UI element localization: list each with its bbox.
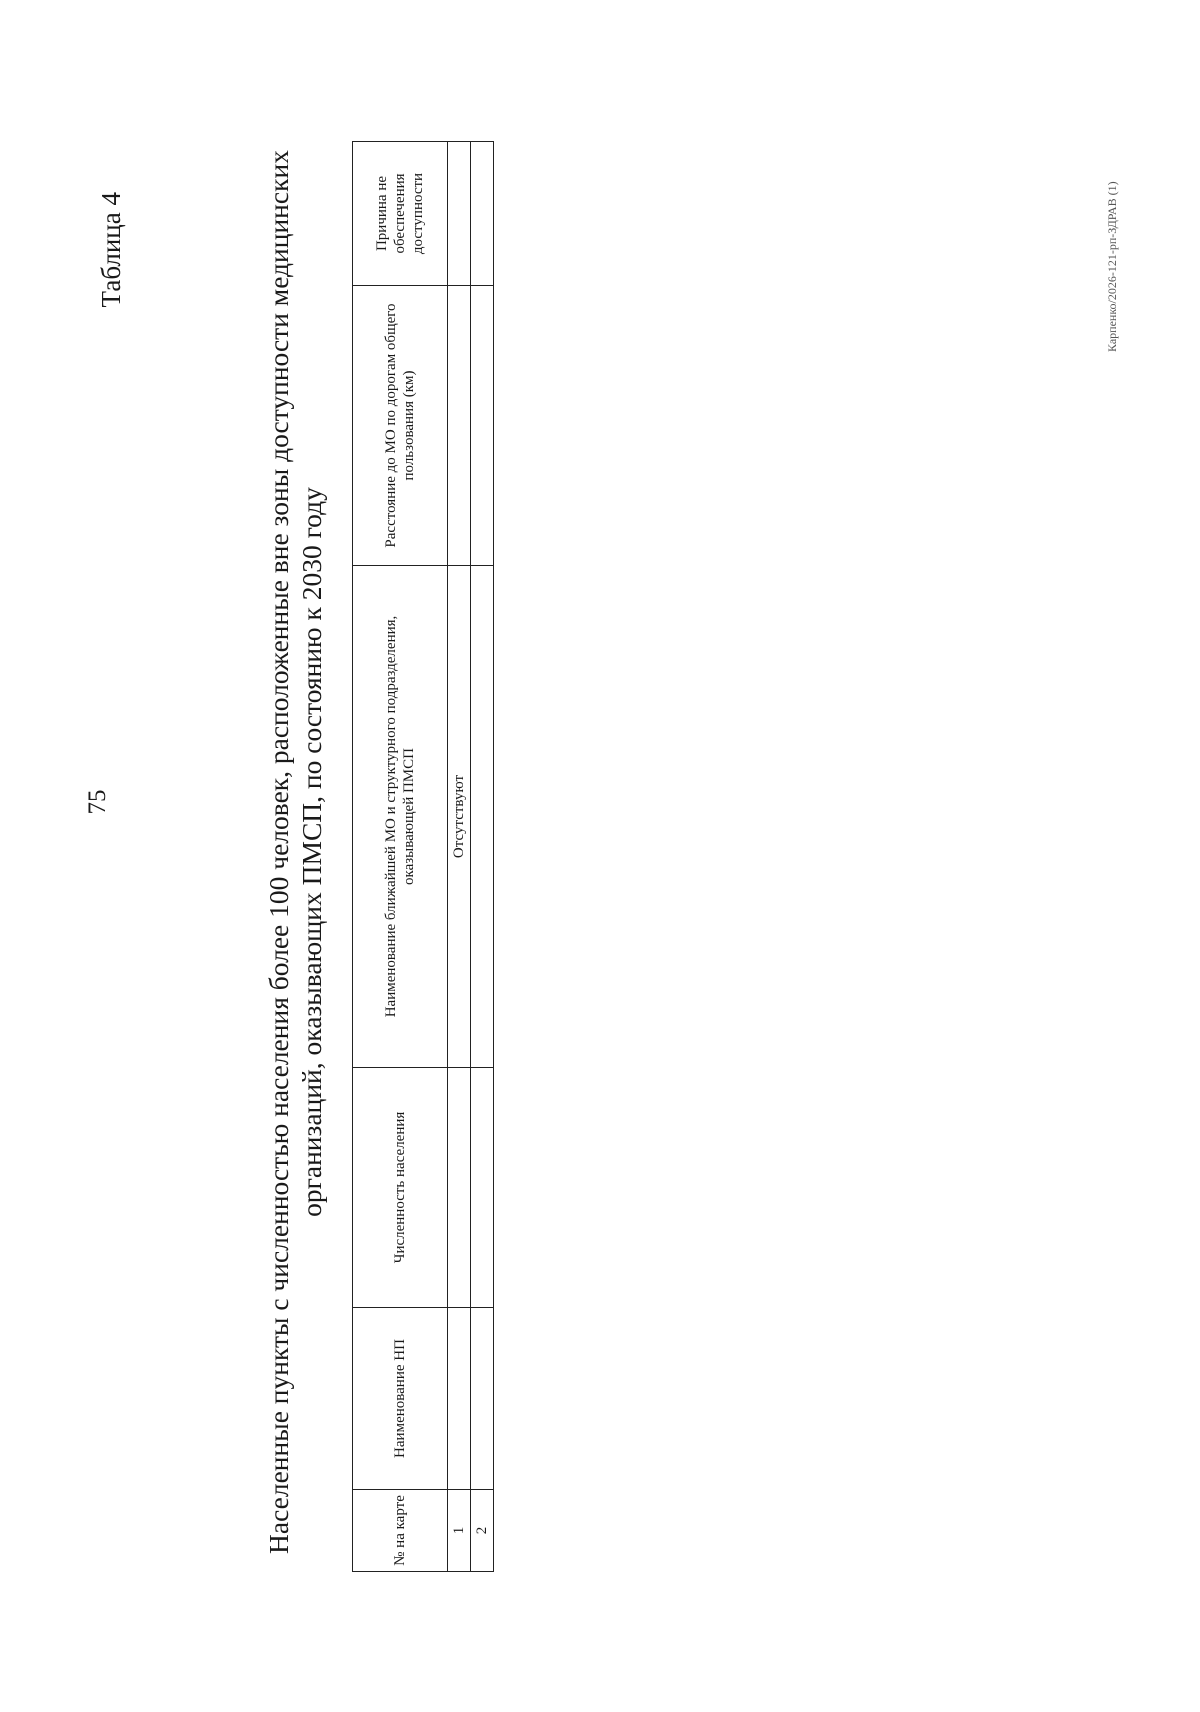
header-nearest-mo: Наименование ближайшей МО и структурного подразделения, оказывающей ПМСП (353, 566, 448, 1068)
table-cell: 1 (448, 1490, 471, 1572)
table-cell (471, 566, 494, 1068)
header-population: Численность населения (353, 1068, 448, 1308)
table-cell (448, 1308, 471, 1490)
table-row (471, 142, 494, 1572)
table-title-line: организаций, оказывающих ПМСП, по состоянию к 2030 году (296, 487, 327, 1217)
footer-stamp: Карпенко/2026-121-рп-ЗДРАВ (1) (1105, 181, 1119, 352)
page-number: 75 (84, 789, 111, 815)
header-row (353, 142, 448, 1572)
table-cell (471, 1068, 494, 1308)
table-cell: Отсутствуют (448, 566, 471, 1068)
table-label: Таблица 4 (96, 192, 126, 308)
table-cell (471, 286, 494, 566)
header-settlement-name: Наименование НП (353, 1308, 448, 1490)
header-distance: Расстояние до МО по дорогам общего пользования (км) (353, 286, 448, 566)
table-title (262, 92, 328, 1612)
table-cell (448, 1068, 471, 1308)
table-row (448, 142, 471, 1572)
settlements-table (352, 141, 494, 1572)
table-cell (448, 286, 471, 566)
header-reason: Причина не обеспечения доступности (353, 142, 448, 286)
table-cell (471, 1308, 494, 1490)
table-cell (471, 142, 494, 286)
table-cell: 2 (471, 1490, 494, 1572)
table-title-line: Населенные пункты с численностью населения более 100 человек, расположенные вне зоны доступности медицинских (263, 150, 294, 1554)
header-map-number: № на карте (353, 1490, 448, 1572)
table-cell (448, 142, 471, 286)
